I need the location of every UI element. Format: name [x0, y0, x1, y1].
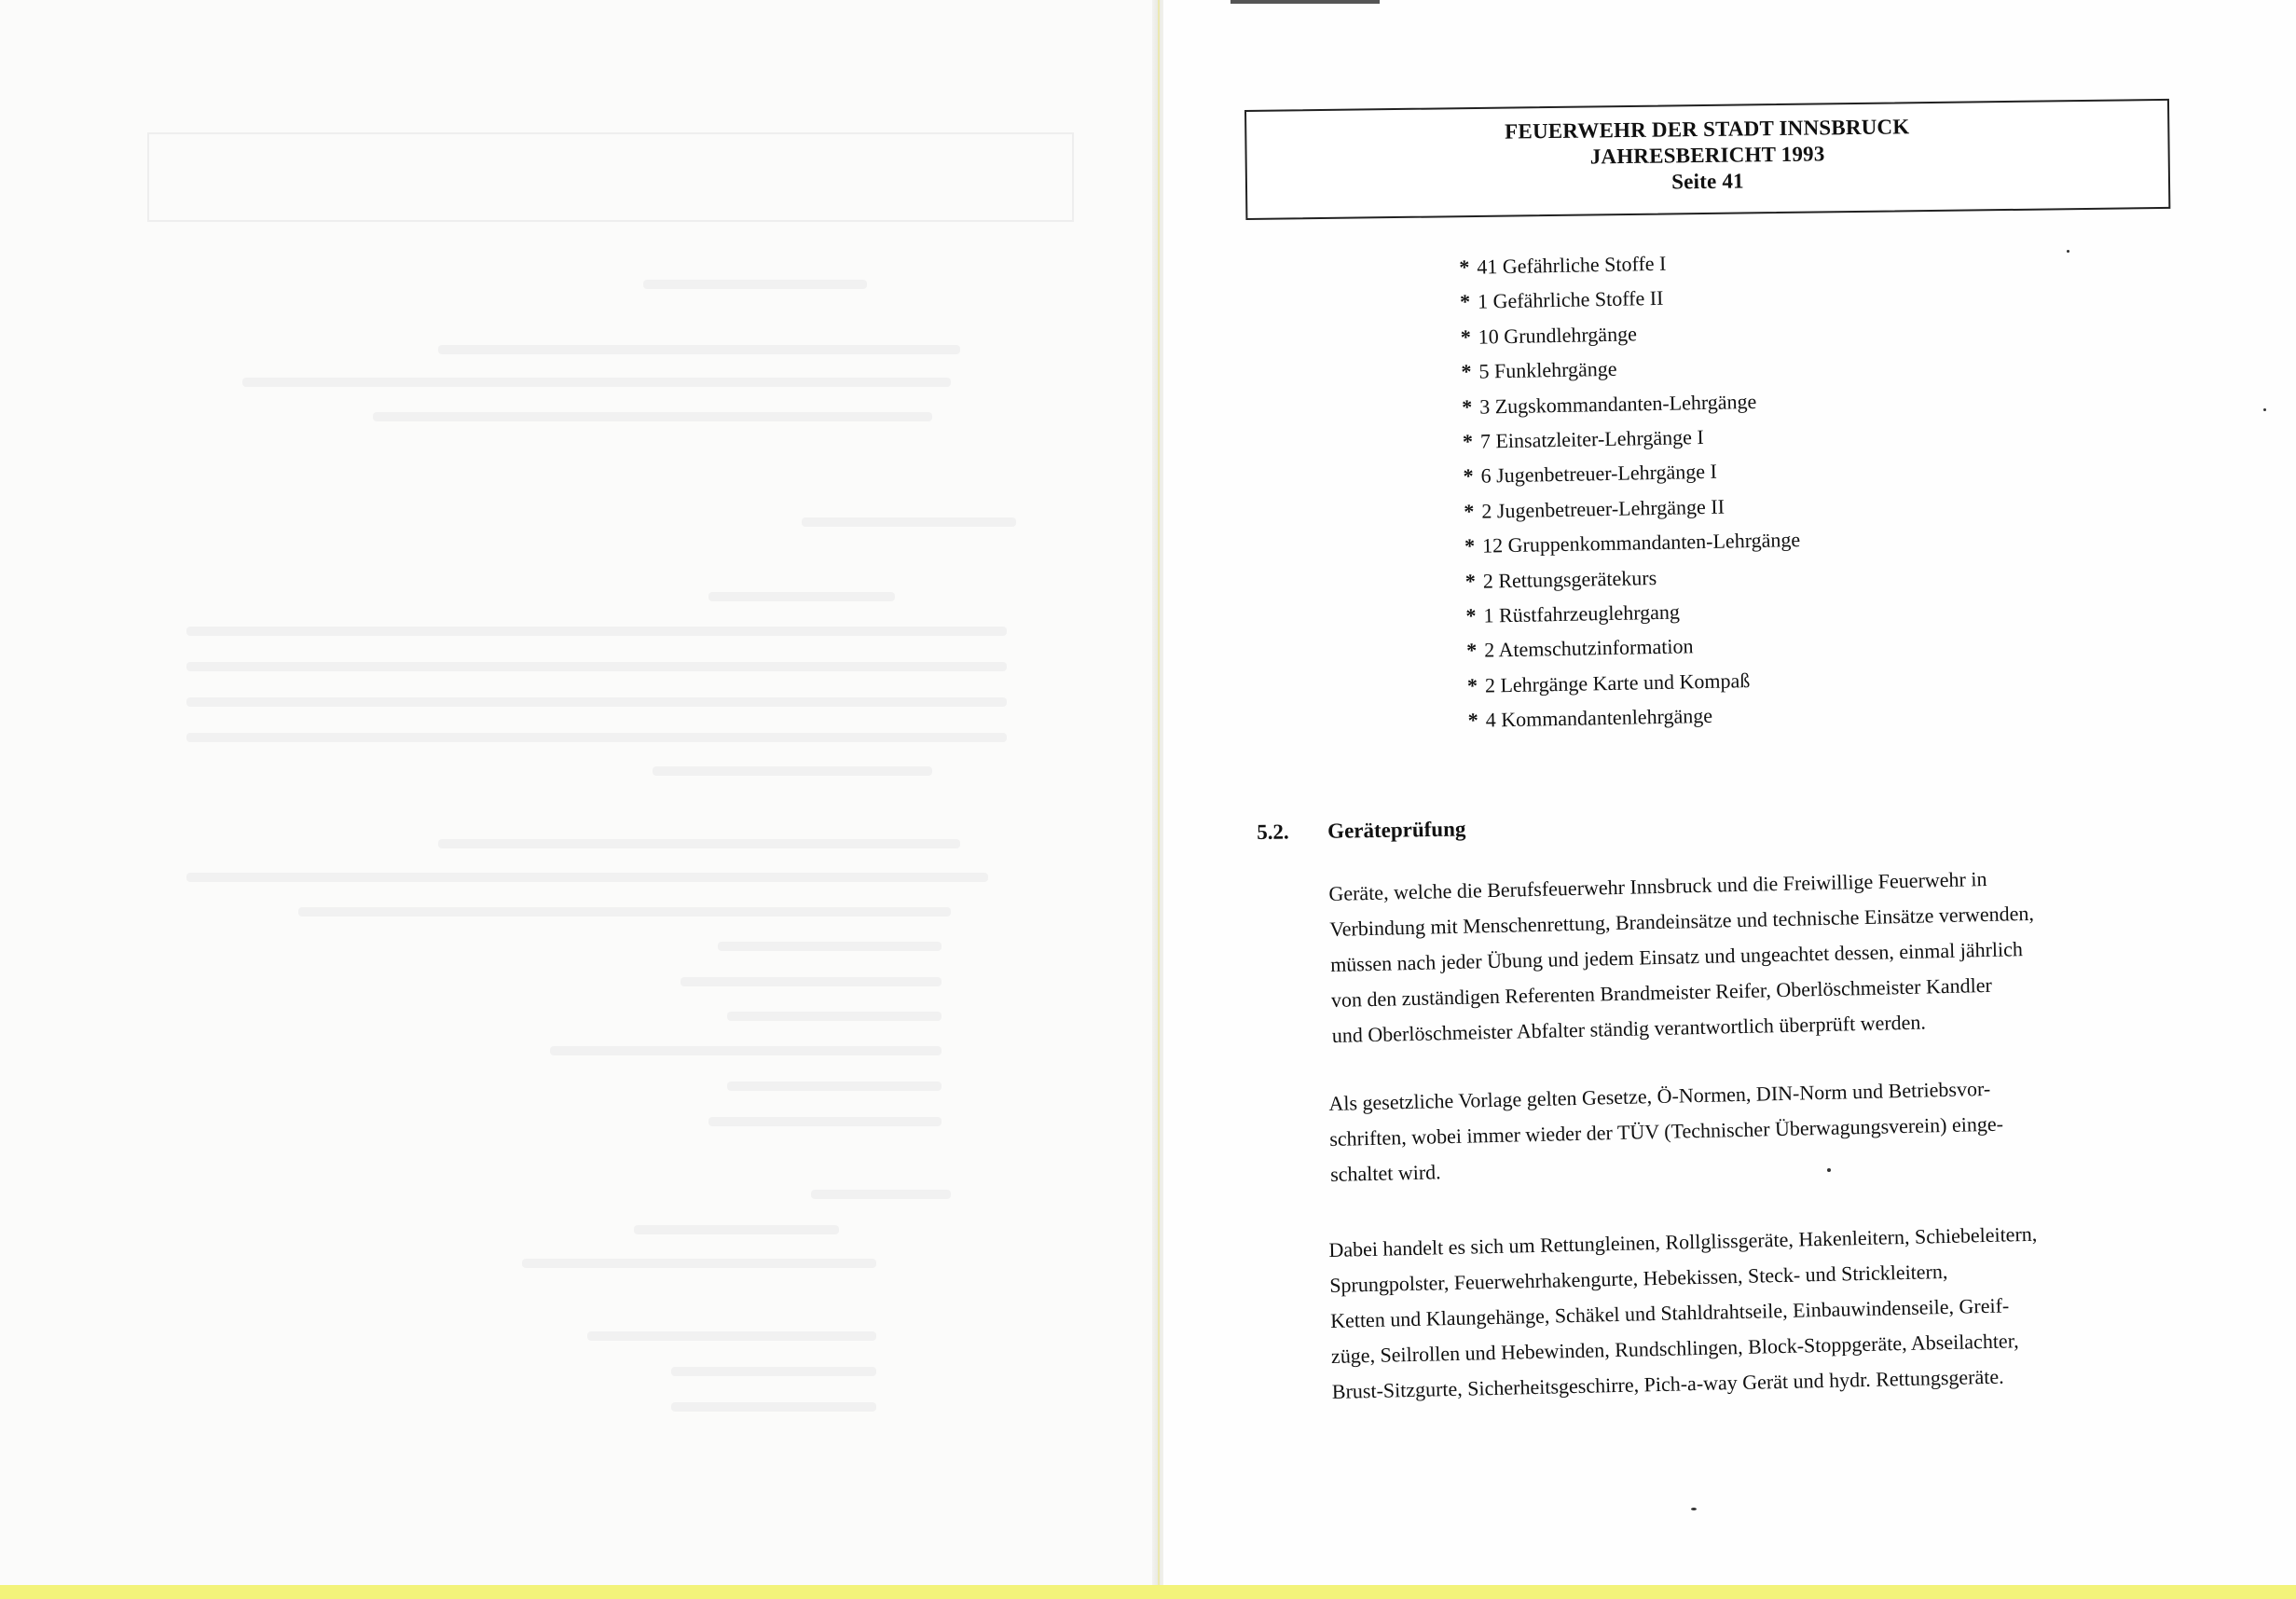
text-line: Ketten und Klaungehänge, Schäkel und Stahldrahtseile, Einbauwindenseile, Greif-	[1329, 1293, 2010, 1332]
course-item-label: 6 Jugenbetreuer-Lehrgänge I	[1480, 460, 1718, 488]
bleed-through-line	[708, 592, 895, 601]
bleed-through-line	[438, 345, 960, 354]
bleed-through-line	[802, 517, 1016, 527]
bullet-star: *	[1464, 533, 1476, 558]
bleed-through-line	[708, 1117, 942, 1126]
bullet-star: *	[1466, 673, 1478, 697]
course-item-label: 5 Funklehrgänge	[1478, 356, 1617, 383]
course-item-label: 2 Atemschutzinformation	[1484, 634, 1694, 662]
bullet-star: *	[1464, 569, 1477, 593]
bullet-star: *	[1465, 603, 1477, 627]
bleed-through-line	[550, 1046, 942, 1055]
text-line: Dabei handelt es sich um Rettungleinen, Rollglissgeräte, Hakenleitern, Schiebeleitern,	[1328, 1221, 2038, 1261]
bullet-star: *	[1466, 639, 1478, 663]
bleed-through-line	[634, 1225, 839, 1234]
header-page-number: Seite 41	[1671, 169, 1744, 194]
gutter-fold-line	[1158, 0, 1160, 1599]
text-line: von den zuständigen Referenten Brandmeister Reifer, Oberlöschmeister Kandler	[1330, 972, 1993, 1012]
scan-speck	[1691, 1508, 1697, 1510]
text-line: müssen nach jeder Übung und jedem Einsatz und ungeachtet dessen, einmal jährlich	[1329, 937, 2024, 976]
scan-speck	[2067, 250, 2069, 253]
course-item-label: 2 Jugenbetreuer-Lehrgänge II	[1481, 494, 1725, 523]
bullet-star: *	[1461, 359, 1472, 384]
text-line: schriften, wobei immer wieder der TÜV (Technischer Überwagungsverein) einge-	[1328, 1111, 2004, 1151]
paragraph-equipment-list	[1328, 1214, 2134, 1409]
text-line: und Oberlöschmeister Abfalter ständig verantwortlich überprüft werden.	[1331, 1010, 1927, 1047]
header-report-title: JAHRESBERICHT 1993	[1589, 142, 1825, 169]
course-item-label: 7 Einsatzleiter-Lehrgänge I	[1479, 424, 1704, 453]
bullet-star: *	[1461, 394, 1473, 419]
bleed-through-line	[186, 873, 988, 882]
bleed-through-line	[643, 280, 867, 289]
course-item-label: 10 Grundlehrgänge	[1478, 322, 1638, 349]
text-line: Als gesetzliche Vorlage gelten Gesetze, Ö-Normen, DIN-Norm und Betriebsvor-	[1328, 1076, 1991, 1115]
bleed-through-line	[718, 942, 942, 951]
top-edge-shadow-right	[1230, 0, 1380, 4]
list-item	[1467, 696, 1804, 737]
section-title: Geräteprüfung	[1327, 817, 1466, 843]
paragraph-legal-basis	[1328, 1068, 2132, 1192]
bleed-through-line	[727, 1082, 942, 1091]
text-line: Brust-Sitzgurte, Sicherheitsgeschirre, Pich-a-way Gerät und hydr. Rettungsgeräte.	[1331, 1364, 2004, 1403]
report-header-box	[1244, 99, 2170, 220]
course-item-label: 4 Kommandantenlehrgänge	[1485, 703, 1713, 732]
bullet-star: *	[1462, 429, 1474, 453]
text-line: Verbindung mit Menschenrettung, Brandeinsätze und technische Einsätze verwenden,	[1328, 901, 2035, 941]
bullet-star: *	[1459, 290, 1471, 314]
bleed-through-line	[186, 697, 1007, 707]
header-organization: FEUERWEHR DER STADT INNSBRUCK	[1505, 115, 1910, 144]
text-line: schaltet wird.	[1329, 1160, 1441, 1186]
bleed-through-line	[186, 662, 1007, 671]
bullet-star: *	[1467, 708, 1478, 732]
text-line: Geräte, welche die Berufsfeuerwehr Innsbruck und die Freiwillige Feuerwehr in	[1328, 866, 1987, 905]
scan-speck	[1827, 1168, 1831, 1172]
bullet-star: *	[1463, 464, 1474, 489]
bleed-through-line	[671, 1367, 876, 1376]
course-item-label: 12 Gruppenkommandanten-Lehrgänge	[1481, 528, 1801, 558]
bleed-through-line	[438, 839, 960, 848]
bleed-through-line	[671, 1402, 876, 1412]
bleed-through-line	[186, 627, 1007, 636]
paragraph-device-inspection	[1328, 858, 2134, 1053]
list-item	[1462, 383, 1798, 424]
text-line: Sprungpolster, Feuerwehrhakengurte, Hebekissen, Steck- und Strickleitern,	[1328, 1259, 1948, 1297]
bullet-star: *	[1460, 324, 1472, 349]
course-item-label: 3 Zugskommandanten-Lehrgänge	[1478, 389, 1757, 419]
course-list	[1459, 243, 1804, 737]
list-item	[1464, 522, 1801, 563]
scanner-edge-strip	[0, 1585, 2296, 1599]
bleed-through-line	[186, 733, 1007, 742]
bleed-through-line	[242, 378, 951, 387]
bullet-star: *	[1464, 499, 1475, 523]
bleed-through-line	[522, 1259, 876, 1268]
text-line: züge, Seilrollen und Hebewinden, Rundschlingen, Block-Stoppgeräte, Abseilachter,	[1330, 1329, 2019, 1368]
bleed-through-line	[653, 766, 932, 776]
bleed-through-line	[727, 1012, 942, 1021]
course-item-label: 2 Lehrgänge Karte und Kompaß	[1484, 668, 1751, 697]
course-item-label: 2 Rettungsgerätekurs	[1482, 565, 1657, 593]
bleed-through-line	[681, 977, 942, 986]
course-item-label: 41 Gefährliche Stoffe I	[1477, 251, 1667, 279]
course-item-label: 1 Rüstfahrzeuglehrgang	[1483, 600, 1681, 627]
bleed-through-line	[373, 412, 932, 421]
bleed-through-line	[587, 1331, 876, 1341]
course-item-label: 1 Gefährliche Stoffe II	[1477, 286, 1664, 314]
scan-speck	[2263, 408, 2266, 411]
bleed-through-line	[811, 1190, 951, 1199]
section-number: 5.2.	[1257, 820, 1289, 844]
bleed-through-line	[298, 907, 951, 917]
bullet-star: *	[1459, 255, 1470, 279]
bleed-through-header-box	[147, 132, 1074, 222]
